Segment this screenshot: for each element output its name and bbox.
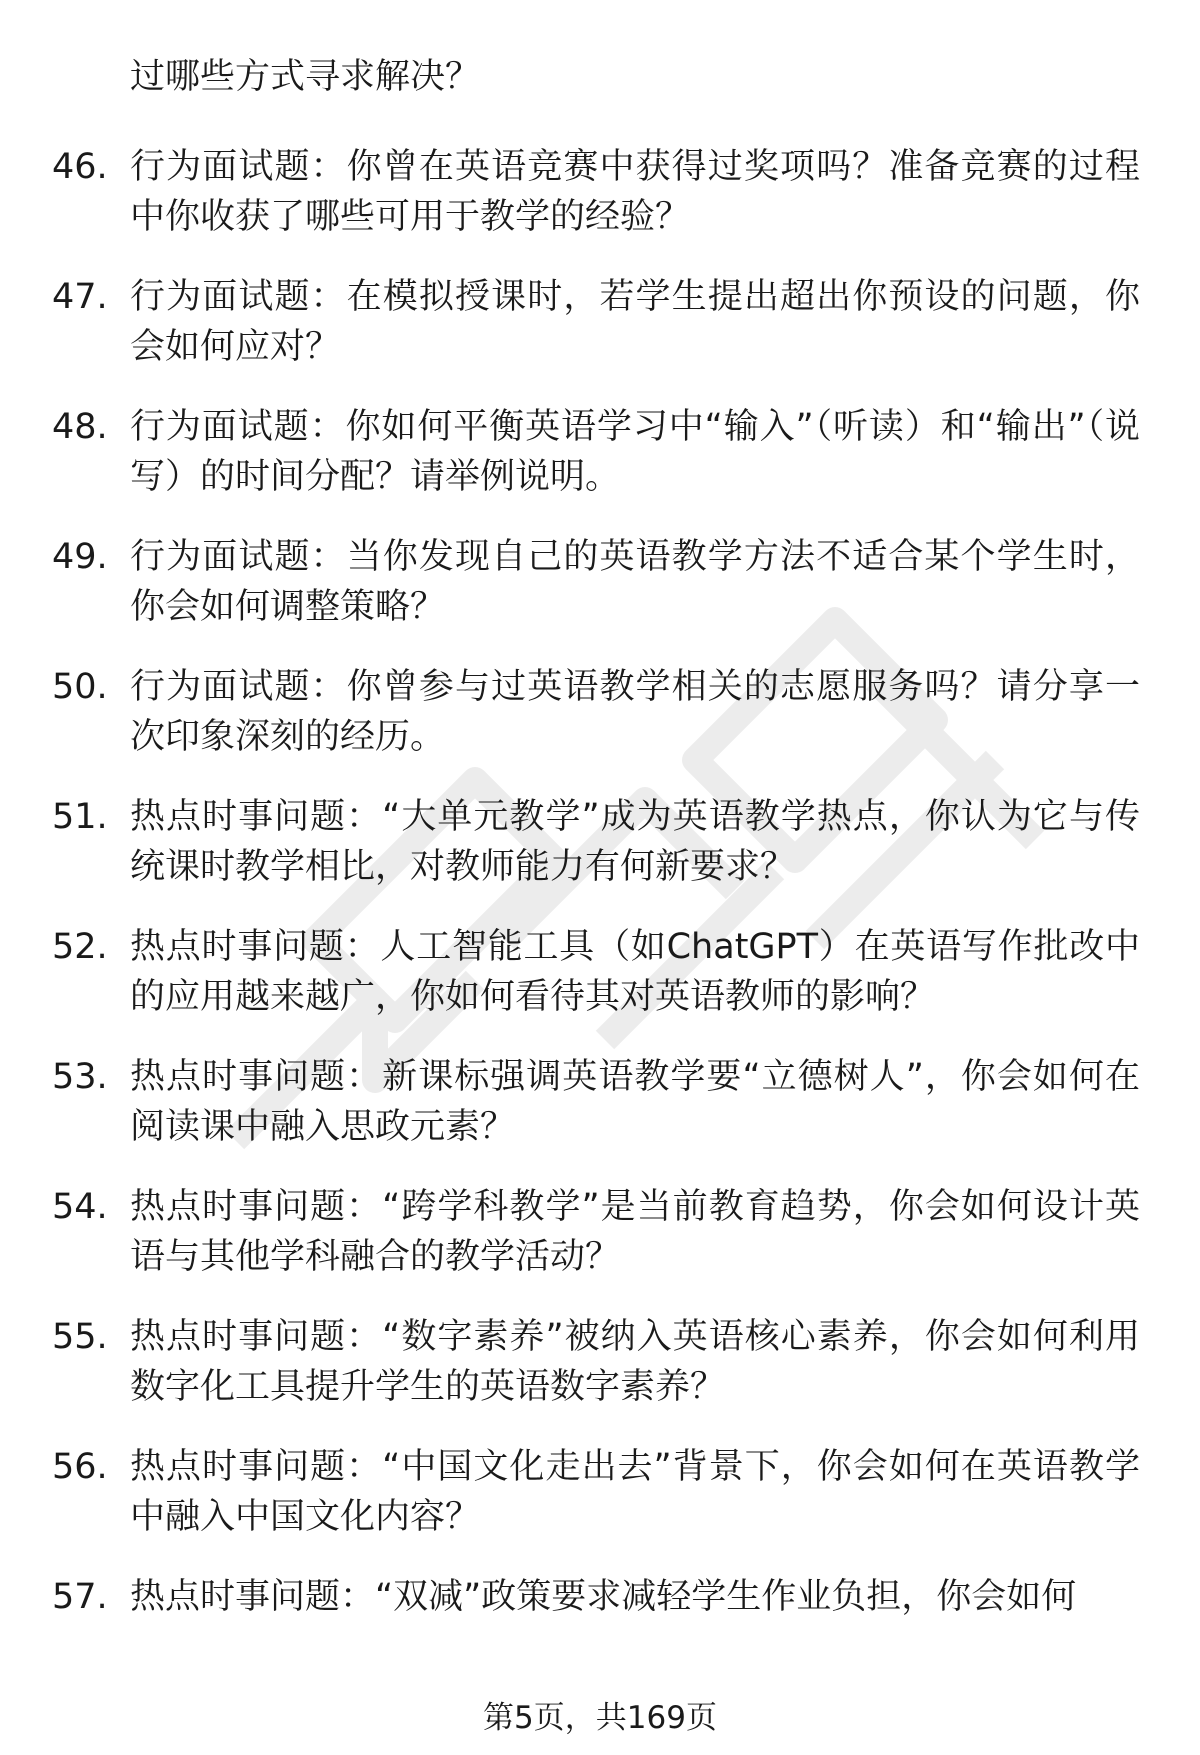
item-text: 热点时事问题：新课标强调英语教学要“立德树人”，你会如何在阅读课中融入思政元素？ xyxy=(130,1057,1140,1147)
list-item xyxy=(0,922,1140,1022)
list-item xyxy=(0,272,1140,372)
item-text: 行为面试题：你如何平衡英语学习中“输入”（听读）和“输出”（说写）的时间分配？请举例说明。 xyxy=(130,407,1140,497)
item-number: 50. xyxy=(52,667,108,707)
item-text: 行为面试题：你曾在英语竞赛中获得过奖项吗？准备竞赛的过程中你收获了哪些可用于教学的经验？ xyxy=(130,147,1140,237)
list-item xyxy=(0,142,1140,242)
item-text: 行为面试题：在模拟授课时，若学生提出超出你预设的问题，你会如何应对？ xyxy=(130,277,1140,367)
item-text: 热点时事问题：“数字素养”被纳入英语核心素养，你会如何利用数字化工具提升学生的英语数字素养？ xyxy=(130,1317,1140,1407)
item-number: 55. xyxy=(52,1317,108,1357)
list-item xyxy=(0,52,1140,102)
item-number: 57. xyxy=(52,1577,108,1617)
list-item xyxy=(0,1312,1140,1412)
list-item xyxy=(0,532,1140,632)
list-item xyxy=(0,1442,1140,1542)
item-text: 热点时事问题：“跨学科教学”是当前教育趋势，你会如何设计英语与其他学科融合的教学活动？ xyxy=(130,1187,1140,1277)
item-text: 行为面试题：当你发现自己的英语教学方法不适合某个学生时，你会如何调整策略？ xyxy=(130,537,1140,627)
list-item xyxy=(0,1572,1140,1622)
question-list xyxy=(0,52,1200,1652)
item-text: 热点时事问题：“大单元教学”成为英语教学热点，你认为它与传统课时教学相比，对教师能力有何新要求？ xyxy=(130,797,1140,887)
item-text: 行为面试题：你曾参与过英语教学相关的志愿服务吗？请分享一次印象深刻的经历。 xyxy=(130,667,1140,757)
list-item xyxy=(0,1182,1140,1282)
list-item xyxy=(0,662,1140,762)
item-number: 46. xyxy=(52,147,108,187)
item-number: 53. xyxy=(52,1057,108,1097)
item-number: 52. xyxy=(52,927,108,967)
item-text: 热点时事问题：人工智能工具（如ChatGPT）在英语写作批改中的应用越来越广，你如何看待其对英语教师的影响？ xyxy=(130,927,1140,1017)
item-text: 热点时事问题：“中国文化走出去”背景下，你会如何在英语教学中融入中国文化内容？ xyxy=(130,1447,1140,1537)
item-number: 47. xyxy=(52,277,108,317)
item-number: 54. xyxy=(52,1187,108,1227)
item-number: 49. xyxy=(52,537,108,577)
item-number: 51. xyxy=(52,797,108,837)
list-item xyxy=(0,1052,1140,1152)
page-footer: 第5页，共169页 xyxy=(483,1700,717,1736)
item-text: 热点时事问题：“双减”政策要求减轻学生作业负担，你会如何 xyxy=(130,1577,1077,1617)
list-item xyxy=(0,402,1140,502)
item-number: 48. xyxy=(52,407,108,447)
item-number: 56. xyxy=(52,1447,108,1487)
list-item xyxy=(0,792,1140,892)
item-text: 过哪些方式寻求解决？ xyxy=(130,57,481,97)
